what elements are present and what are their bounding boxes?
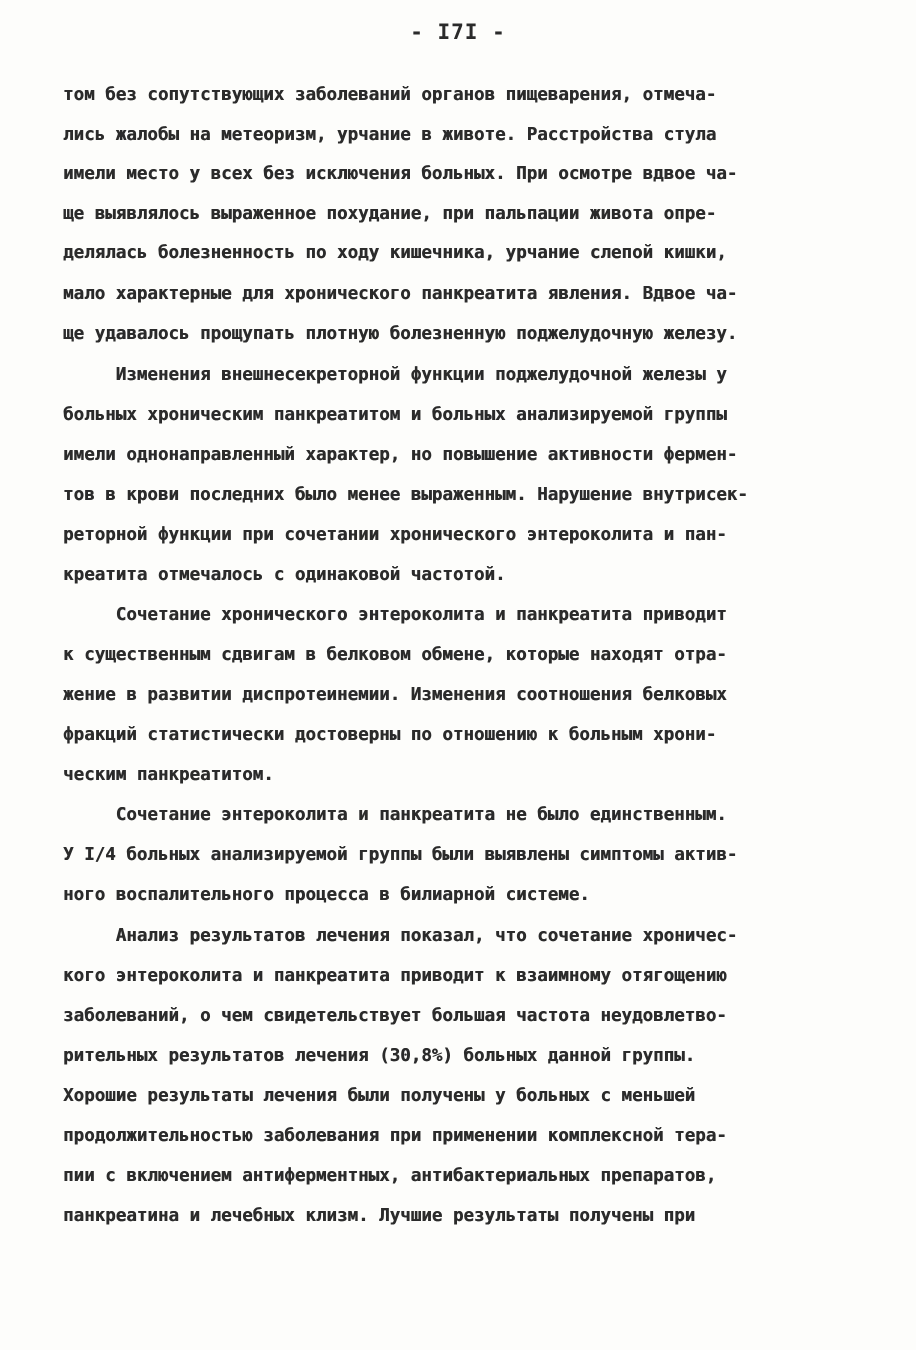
text-line: том без сопутствующих заболеваний органов пищеварения, отмеча-	[63, 85, 717, 105]
text-line: жение в развитии диспротеинемии. Изменения соотношения белковых	[63, 685, 727, 705]
text-line: продолжительностью заболевания при применении комплексной тера-	[63, 1126, 727, 1146]
text-line: пии с включением антиферментных, антибактериальных препаратов,	[63, 1166, 717, 1186]
text-line: реторной функции при сочетании хронического энтероколита и пан-	[63, 525, 727, 545]
text-line: тов в крови последних было менее выраженным. Нарушение внутрисек-	[63, 485, 748, 505]
text-line: лись жалобы на метеоризм, урчание в животе. Расстройства стула	[63, 125, 717, 145]
text-line: фракций статистически достоверны по отношению к больным хрони-	[63, 725, 717, 745]
text-line: Сочетание хронического энтероколита и панкреатита приводит	[63, 605, 727, 625]
text-line: заболеваний, о чем свидетельствует большая частота неудовлетво-	[63, 1006, 727, 1026]
text-line: креатита отмечалось с одинаковой частотой.	[63, 565, 506, 585]
text-line: У I/4 больных анализируемой группы были выявлены симптомы актив-	[63, 845, 738, 865]
text-line: ще удавалось прощупать плотную болезненную поджелудочную железу.	[63, 324, 738, 344]
page-number: - I7I -	[410, 20, 506, 44]
text-line: ческим панкреатитом.	[63, 765, 274, 785]
text-line: мало характерные для хронического панкреатита явления. Вдвое ча-	[63, 284, 738, 304]
text-line: Изменения внешнесекреторной функции поджелудочной железы у	[63, 365, 727, 385]
text-line: ного воспалительного процесса в билиарной системе.	[63, 885, 590, 905]
text-line: к существенным сдвигам в белковом обмене, которые находят отра-	[63, 645, 727, 665]
text-line: панкреатина и лечебных клизм. Лучшие результаты получены при	[63, 1206, 696, 1226]
text-line: имели место у всех без исключения больных. При осмотре вдвое ча-	[63, 164, 738, 184]
text-line: делялась болезненность по ходу кишечника, урчание слепой кишки,	[63, 243, 727, 263]
text-line: больных хроническим панкреатитом и больных анализируемой группы	[63, 405, 727, 425]
text-line: Анализ результатов лечения показал, что сочетание хроничес-	[63, 926, 738, 946]
text-line: рительных результатов лечения (30,8%) больных данной группы.	[63, 1046, 696, 1066]
text-line: имели однонаправленный характер, но повышение активности фермен-	[63, 445, 738, 465]
text-line: кого энтероколита и панкреатита приводит к взаимному отягощению	[63, 966, 727, 986]
text-line: Сочетание энтероколита и панкреатита не было единственным.	[63, 805, 727, 825]
text-line: Хорошие результаты лечения были получены у больных с меньшей	[63, 1086, 696, 1106]
text-line: ще выявлялось выраженное похудание, при пальпации живота опре-	[63, 204, 717, 224]
